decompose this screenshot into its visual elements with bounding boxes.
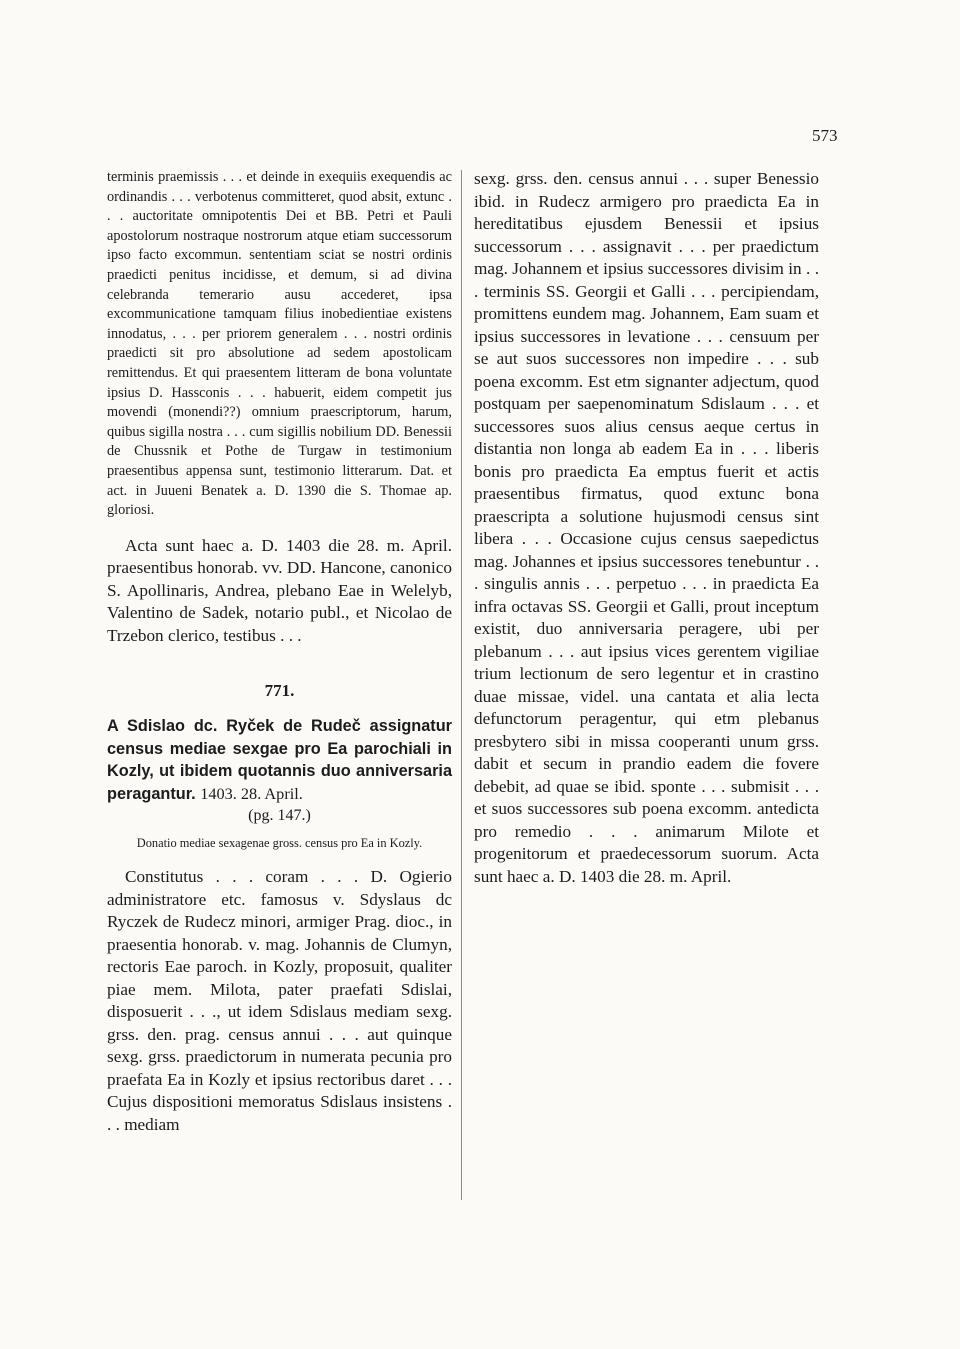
continuation-text: terminis praemissis . . . et deinde in exequiis exequendis ac ordinandis . . . verbotenus committeret, quod absit, extunc . . . auctoritate omnipotentis Dei et BB. Petri et Pauli apostolorum nostraque nostrorum atque etiam successorum ipso facto excommun. sententiam sciat se nostri ordinis praedicti penitus incidisse, et demum, si ad divina celebranda temerario ausu accederet, ipsa excommunicatione tamquam filius inobedientiae existens innodatus, . . . per priorem generalem . . . nostri ordinis praedicti sit pro absolutione ad sedem apostolicam remittendus. Et qui praesentem litteram de bona voluntate ipsius D. Hassconis . . . habuerit, eidem competit jus movendi (monendi??) omnium praescriptorum, harum, quibus sigilla nostra . . . cum sigillis nobilium DD. Benessii de Chussnik et Pothe de Turgaw in testimonium praesentibus appensa sunt, testimonio litterarum. Dat. et act. in Juueni Benatek a. D. 1390 die S. Thomae ap. gloriosi. bbox=[107, 169, 452, 519]
page-reference: (pg. 147.) bbox=[248, 807, 311, 825]
right-column bbox=[474, 168, 819, 888]
document-heading bbox=[107, 715, 452, 805]
page-number: 573 bbox=[812, 126, 838, 145]
heading-date: 1403. 28. April. bbox=[200, 783, 303, 803]
document-body-start: Constitutus . . . coram . . . D. Ogierio administratore etc. famosus v. Sdyslaus dc Ryczek de Rudecz minori, armiger Prag. dioc., in praesentia honorab. v. mag. Johannis de Clumyn, rectoris Eae paroch. in Kozly, proposuit, qualiter piae mem. Milota, pater praefati Sdislai, disposuerit . . ., ut idem Sdislaus mediam sexg. grss. den. prag. census annui . . . aut quinque sexg. grss. praedictorum in numerata pecunia pro praefata Ea in Kozly et ipsius rectoribus daret . . . Cujus dispositioni memoratus Sdislaus insistens . . . mediam bbox=[107, 867, 452, 1134]
heading-text: A Sdislao dc. Ryček de Rudeč assignatur census mediae sexgae pro Ea parochiali in Kozly, ut ibidem quotannis duo anniversaria peragantur. bbox=[107, 717, 452, 803]
column-divider bbox=[461, 170, 462, 1200]
acta-paragraph: Acta sunt haec a. D. 1403 die 28. m. April. praesentibus honorab. vv. DD. Hancone, canonico S. Apollinaris, Andrea, plebano Eae in Welelyb, Valentino de Sadek, notario publ., et Nicolao de Trzebon clerico, testibus . . . bbox=[107, 535, 452, 645]
document-body-continued: sexg. grss. den. census annui . . . super Benessio ibid. in Rudecz armigero pro praedicta Ea in hereditatibus ejusdem Benessii et ipsius successorum . . . assignavit . . . per praedictum mag. Johannem et ipsius successores divisim in . . . terminis SS. Georgii et Galli . . . percipiendam, promittens eundem mag. Johannem, Eam suam et ipsius successores in levatione . . . censuum per se aut suos successores non impedire . . . sub poena excomm. Est etm signanter adjectum, quod postquam per saepenominatum Sdislaum . . . et successores suos alius census aeque certus in distantia non longa ab eadem Ea in . . . liberis bonis pro praedicta Ea emptus fuerit et actis praesentibus firmatus, quod extunc bona praescripta a solutione hujusmodi census sint libera . . . Occasione cujus census saepedictus mag. Johannes et ipsius successores tenebuntur . . . singulis annis . . . perpetuo . . . in praedicta Ea infra octavas SS. Georgii et Galli, prout inceptum existit, duo anniversaria peragere, ubi per plebanum . . . aut ipsius vices gerentem vigiliae trium lectionum de sero legentur et in crastino duae missae, videl. una cantata et alia lecta defunctorum peragentur, qui etm plebanus presbytero sibi in missa cooperanti unum grss. dabit et secum in prandio eadem die fovere debebit, ad quae se ibid. sponte . . . submisit . . . et suos successores sub poena excomm. antedicta pro remedio . . . animarum Milote et progenitorum et praedecessorum suorum. Acta sunt haec a. D. 1403 die 28. m. April. bbox=[474, 169, 819, 886]
document-number: 771. bbox=[264, 681, 295, 701]
marginal-note: Donatio mediae sexagenae gross. census pro Ea in Kozly. bbox=[136, 836, 423, 851]
left-column bbox=[107, 168, 452, 1136]
